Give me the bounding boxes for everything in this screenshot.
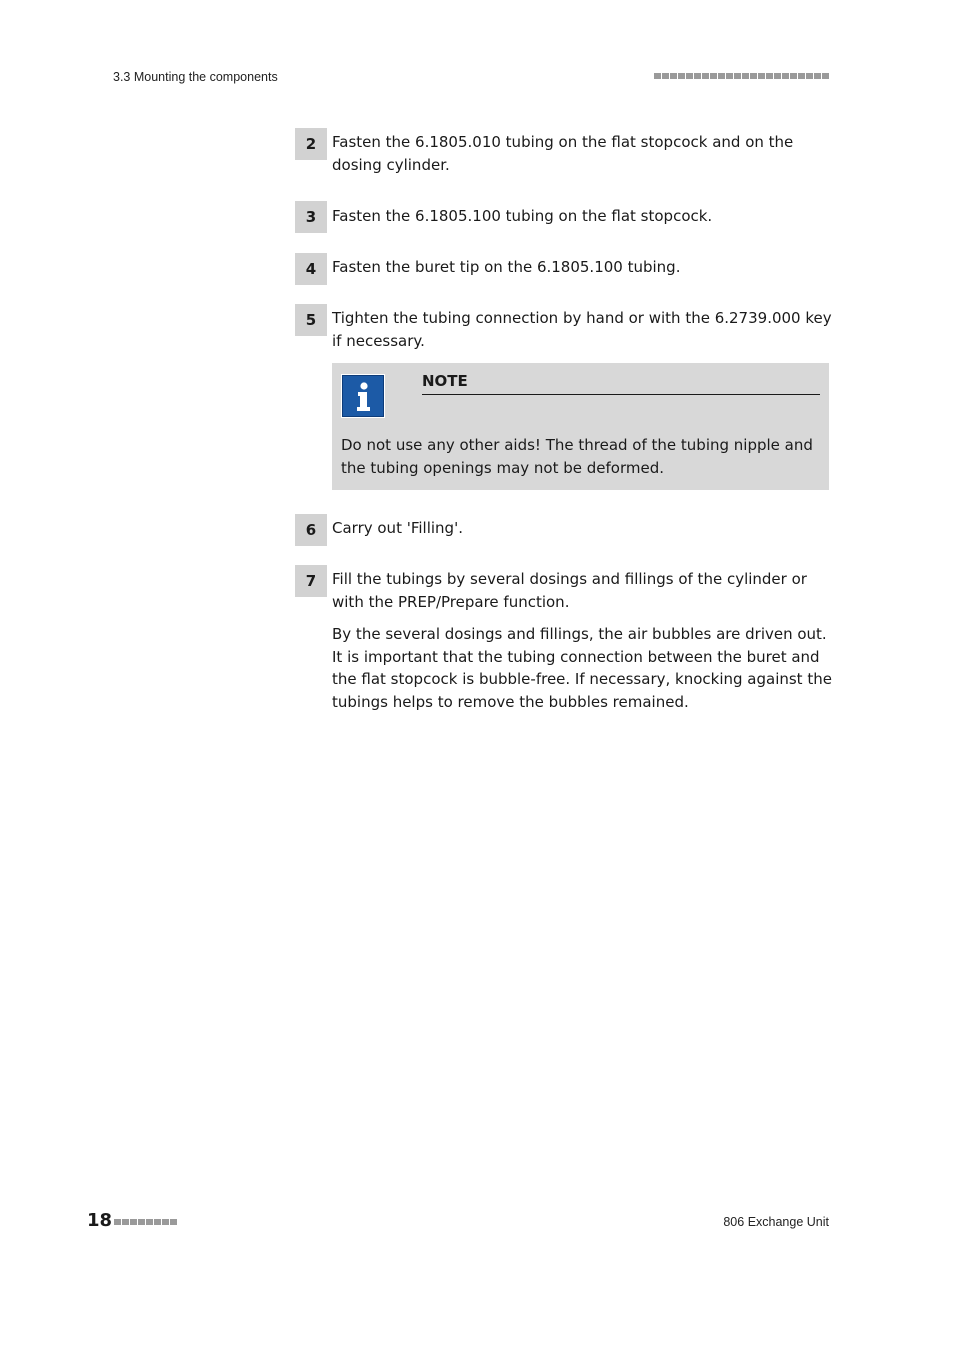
step-7-detail: By the several dosings and fillings, the air bubbles are driven out. It is important that the tubing connection between the buret and the flat stopcock is bubble-free. If necessary, knocking against the tubings helps to remove the bubbles remained. — [332, 625, 832, 711]
section-title: 3.3 Mounting the components — [113, 70, 278, 84]
step-text: Fasten the 6.1805.100 tubing on the flat stopcock. — [332, 207, 713, 225]
step-text: Fasten the 6.1805.010 tubing on the flat stopcock and on the dosing cylinder. — [332, 133, 794, 174]
step-text: Fill the tubings by several dosings and fillings of the cylinder or with the PREP/Prepare function. — [332, 570, 807, 611]
step-number: 5 — [295, 304, 327, 336]
step-number: 3 — [295, 201, 327, 233]
step-number: 4 — [295, 253, 327, 285]
page-number: 18 — [87, 1210, 113, 1231]
note-box — [332, 363, 829, 490]
document-name: 806 Exchange Unit — [723, 1215, 829, 1229]
step-number: 7 — [295, 565, 327, 597]
note-title: NOTE — [422, 371, 820, 395]
note-text: Do not use any other aids! The thread of the tubing nipple and the tubing openings may not be deformed. — [341, 436, 813, 477]
step-number: 6 — [295, 514, 327, 546]
header-dots-decoration — [654, 73, 829, 79]
step-text: Carry out 'Filling'. — [332, 519, 463, 537]
step-number: 2 — [295, 128, 327, 160]
step-text: Fasten the buret tip on the 6.1805.100 tubing. — [332, 258, 681, 276]
footer-dots-decoration — [114, 1219, 177, 1225]
info-icon — [341, 374, 385, 418]
step-text: Tighten the tubing connection by hand or with the 6.2739.000 key if necessary. — [332, 309, 832, 350]
